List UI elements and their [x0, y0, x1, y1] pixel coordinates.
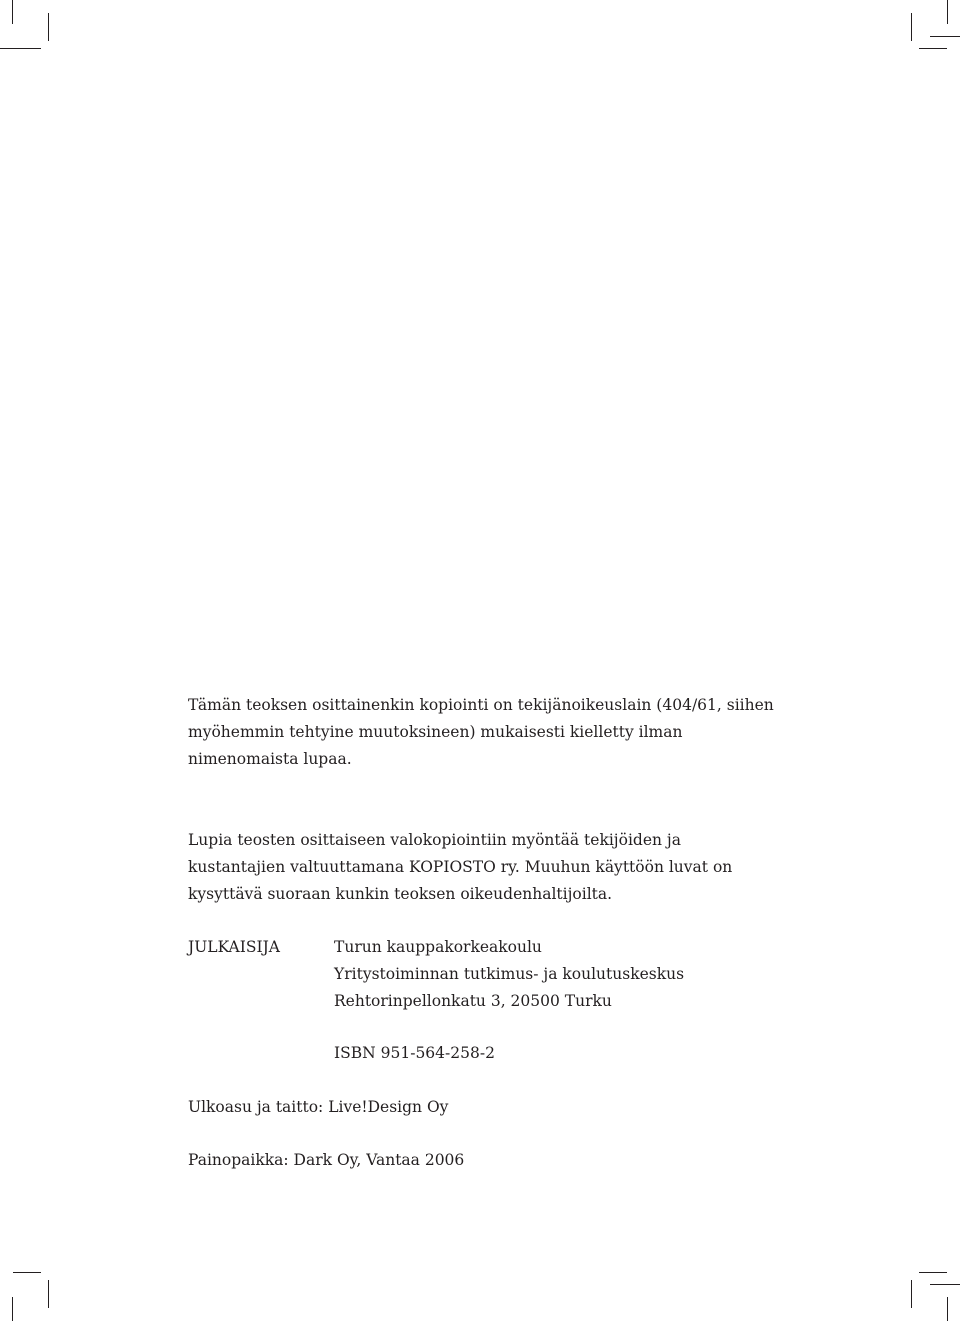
crop-mark — [911, 13, 912, 41]
publisher-label: JULKAISIJA — [188, 938, 280, 956]
crop-mark — [911, 1280, 912, 1308]
crop-mark — [12, 1297, 13, 1321]
publisher-address — [334, 934, 684, 1015]
crop-mark — [930, 36, 960, 37]
crop-mark — [13, 1272, 41, 1273]
crop-mark — [947, 1297, 948, 1321]
print-credit: Painopaikka: Dark Oy, Vantaa 2006 — [188, 1151, 465, 1169]
crop-mark — [48, 1280, 49, 1308]
crop-mark — [12, 0, 13, 24]
crop-mark — [48, 13, 49, 41]
permission-paragraph: Lupia teosten osittaiseen valokopiointiin myöntää tekijöiden ja kustantajien valtuuttamana KOPIOSTO ry. Muuhun käyttöön luvat on kysyttävä suoraan kunkin teoksen oikeudenhaltijoilta. — [188, 831, 733, 903]
publisher-street-address: Rehtorinpellonkatu 3, 20500 Turku — [334, 992, 612, 1010]
crop-mark — [930, 1284, 960, 1285]
crop-mark — [919, 1272, 947, 1273]
crop-mark — [13, 48, 41, 49]
publisher-name: Turun kauppakorkeakoulu — [334, 938, 542, 956]
copyright-paragraph: Tämän teoksen osittainenkin kopiointi on tekijänoikeuslain (404/61, siihen myöhemmin tehtyine muutoksineen) mukaisesti kielletty ilman nimenomaista lupaa. — [188, 696, 774, 768]
layout-credit: Ulkoasu ja taitto: Live!Design Oy — [188, 1098, 449, 1116]
isbn: ISBN 951-564-258-2 — [334, 1044, 495, 1062]
crop-mark — [919, 48, 947, 49]
crop-mark — [947, 0, 948, 24]
publisher-department: Yritystoiminnan tutkimus- ja koulutuskeskus — [334, 965, 685, 983]
